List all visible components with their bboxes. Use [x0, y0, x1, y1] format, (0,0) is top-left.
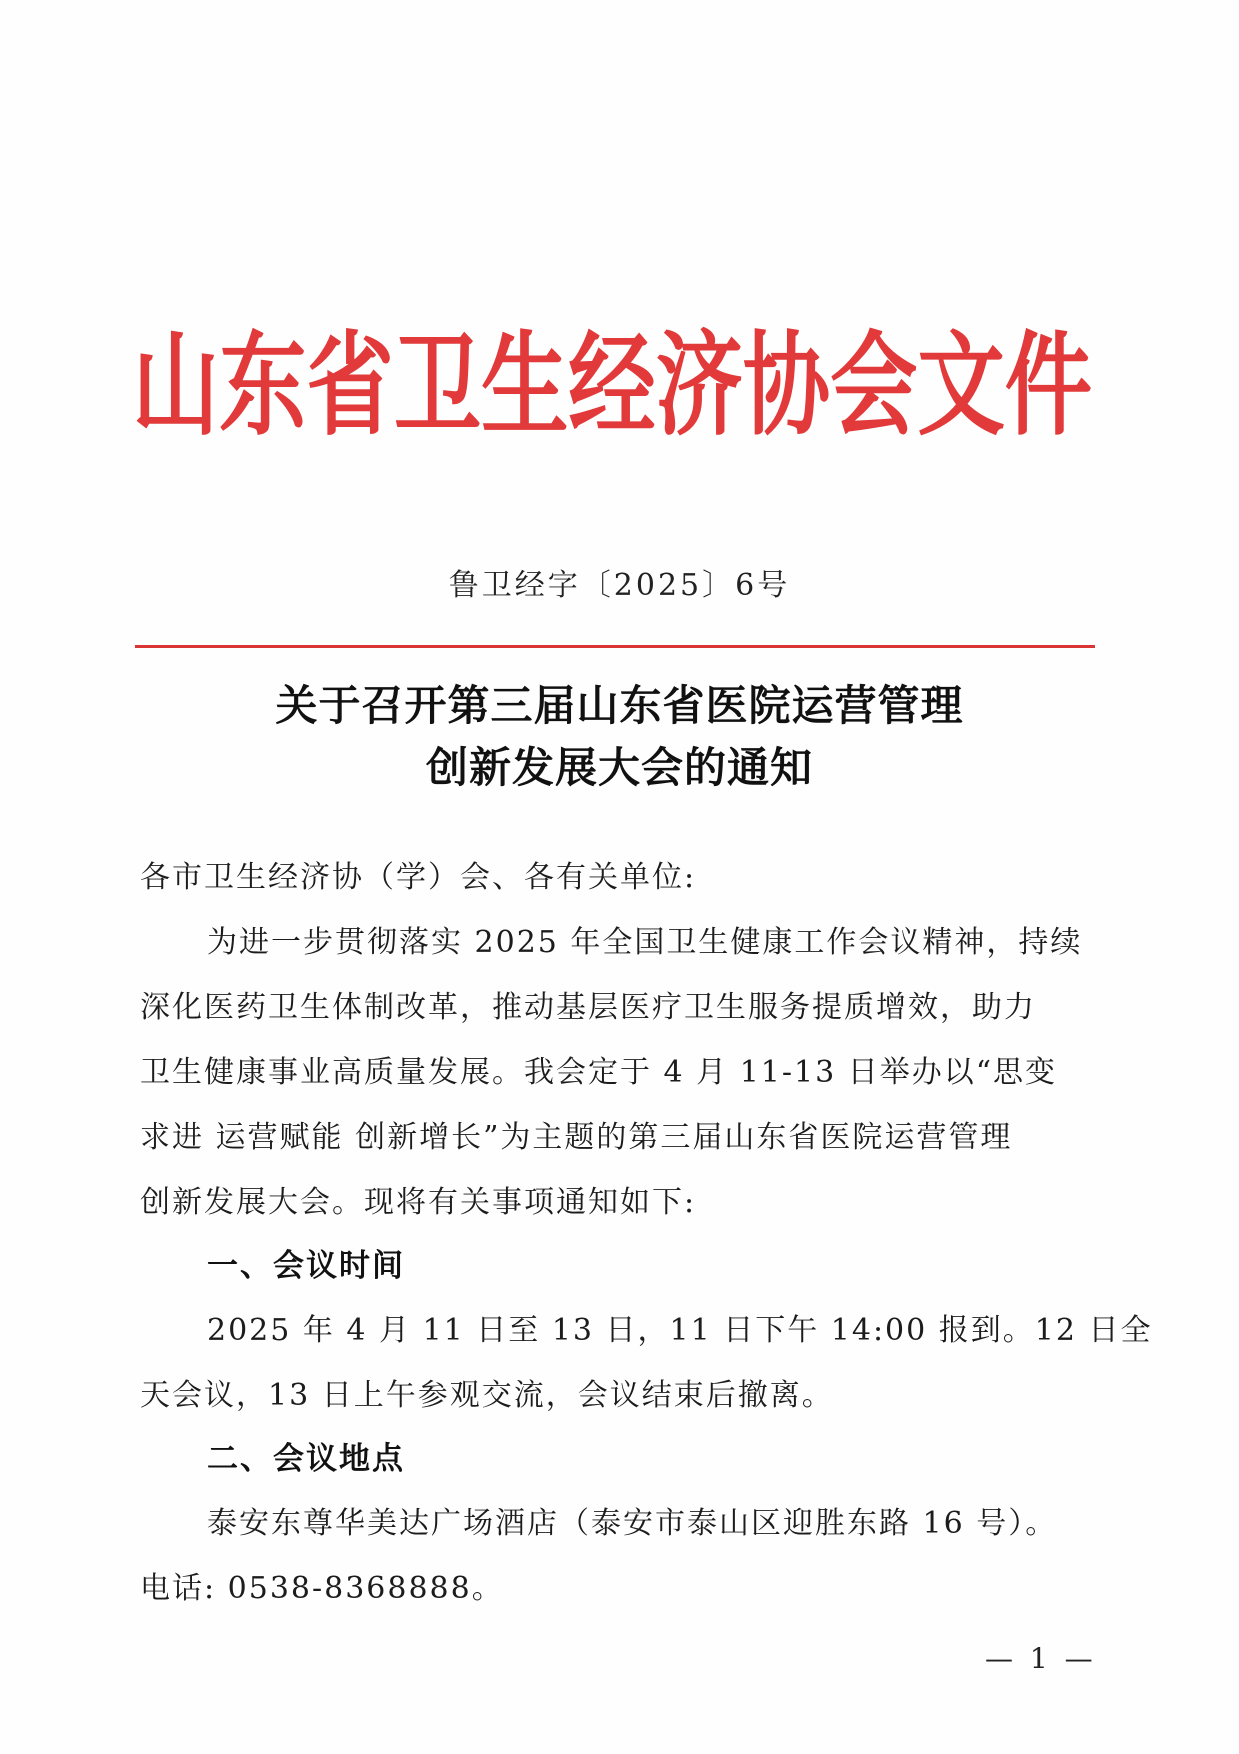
notice-title-line-1: 关于召开第三届山东省医院运营管理 [275, 681, 964, 730]
intro-line: 深化医药卫生体制改革，推动基层医疗卫生服务提质增效，助力 [140, 990, 1036, 1025]
masthead [125, 320, 1100, 450]
page-number: — 1 — [985, 1642, 1097, 1675]
salutation: 各市卫生经济协（学）会、各有关单位: [140, 860, 697, 895]
document-number: 鲁卫经字〔2025〕6号 [448, 568, 791, 603]
intro-line: 卫生健康事业高质量发展。我会定于 4 月 11-13 日举办以“思变 [140, 1055, 1058, 1090]
red-divider-line [135, 645, 1095, 648]
notice-title-line-2: 创新发展大会的通知 [425, 743, 813, 792]
section-heading-time: 一、会议时间 [207, 1248, 405, 1284]
section-location-line: 电话: 0538-8368888。 [140, 1571, 504, 1606]
section-time-line: 2025 年 4 月 11 日至 13 日，11 日下午 14:00 报到。12 日全 [207, 1313, 1153, 1348]
section-time-line: 天会议，13 日上午参观交流，会议结束后撤离。 [140, 1378, 834, 1413]
masthead-title-svg [125, 320, 1100, 450]
intro-line: 创新发展大会。现将有关事项通知如下: [140, 1185, 697, 1220]
org-title: 山东省卫生经济协会文件 [132, 320, 1092, 450]
intro-line: 求进 运营赋能 创新增长”为主题的第三届山东省医院运营管理 [140, 1120, 1013, 1155]
section-heading-location: 二、会议地点 [207, 1441, 405, 1477]
intro-line: 为进一步贯彻落实 2025 年全国卫生健康工作会议精神，持续 [207, 925, 1083, 960]
section-location-line: 泰安东尊华美达广场酒店（泰安市泰山区迎胜东路 16 号）。 [207, 1506, 1058, 1541]
